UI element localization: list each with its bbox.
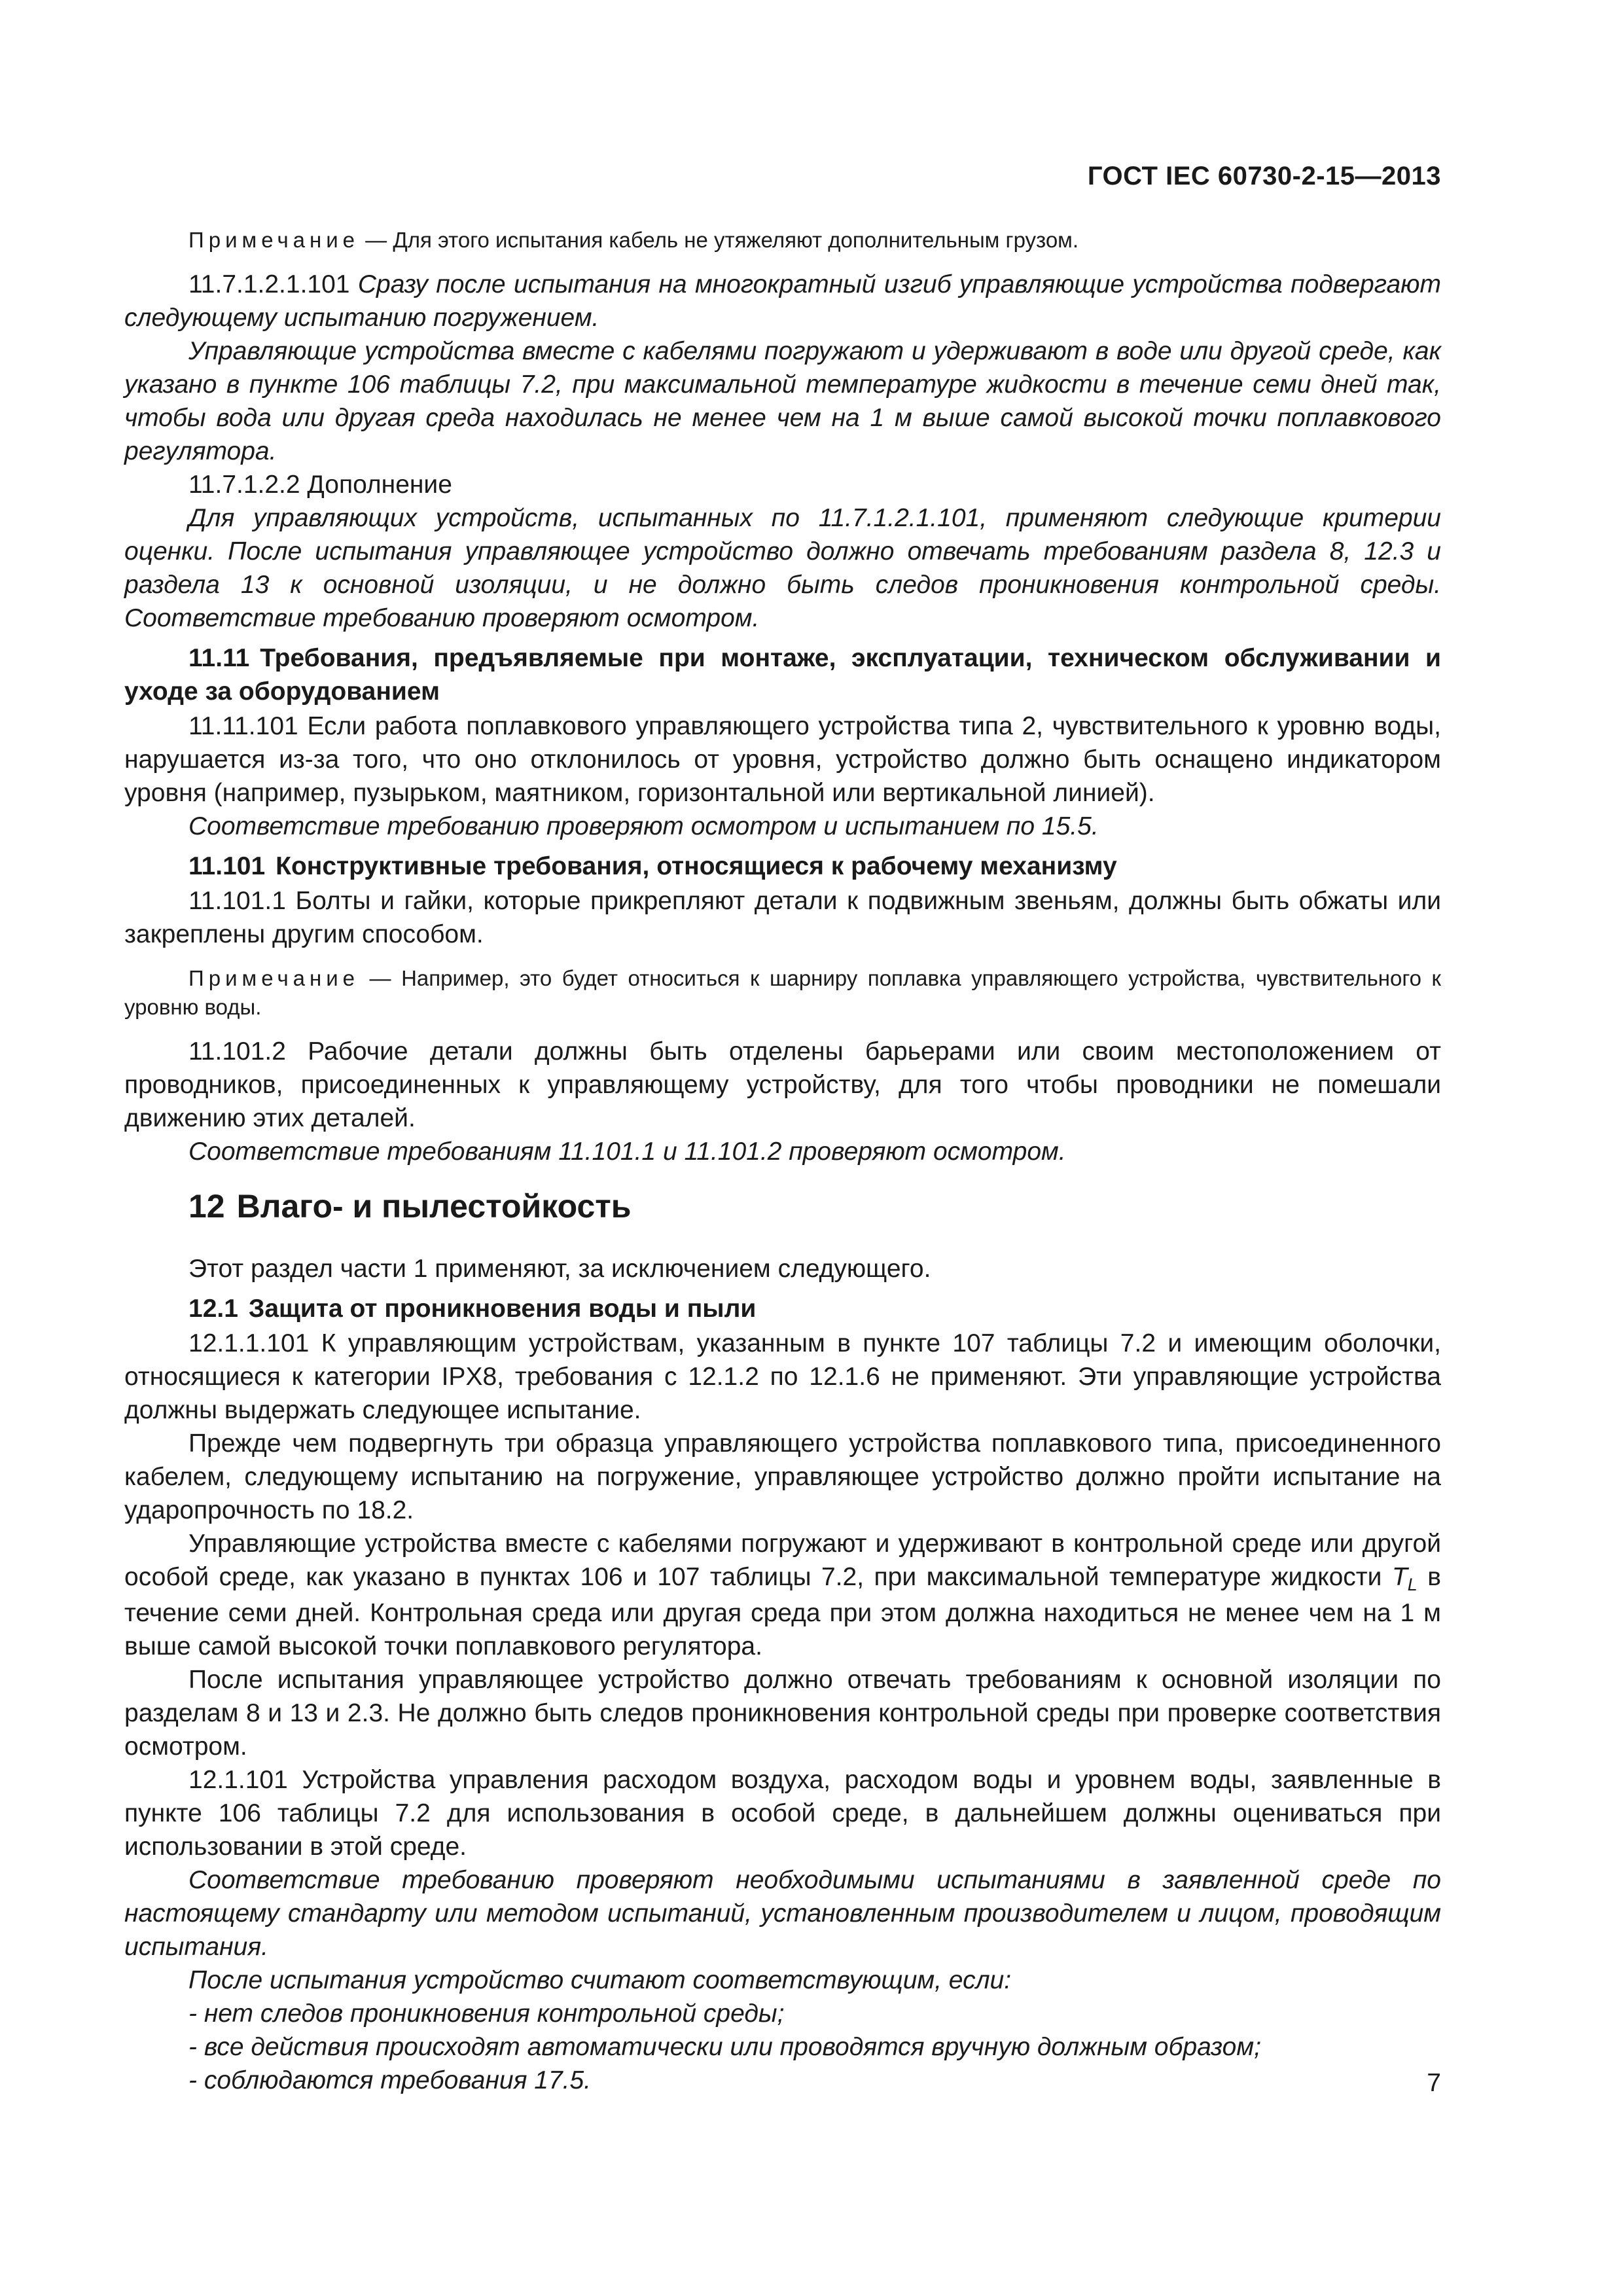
note-text: — Для этого испытания кабель не утяжеляют дополнительным грузом. bbox=[359, 228, 1079, 252]
subsection-heading bbox=[124, 641, 1441, 708]
note-text: — Например, это будет относиться к шарниру поплавка управляющего устройства, чувствительного к уровню воды. bbox=[124, 966, 1441, 1019]
subsection-number: 11.101 bbox=[188, 852, 266, 880]
subsection-number: 12.1 bbox=[188, 1295, 238, 1323]
section-title: Влаго- и пылестойкость bbox=[236, 1188, 632, 1225]
clause-paragraph bbox=[124, 268, 1441, 334]
note-label: Примечание bbox=[188, 966, 360, 990]
note-label: Примечание bbox=[188, 228, 360, 252]
paragraph: Управляющие устройства вместе с кабелями погружают и удерживают в воде или другой среде, как указано в пункте 106 таблицы 7.2, при максимальной температуре жидкости в течение семи дней так, чтобы вода или другая среда находилась не менее чем на 1 м выше самой высокой точки поплавкового регулятора. bbox=[124, 337, 1441, 465]
paragraph: Соответствие требованиям 11.101.1 и 11.101.2 проверяют осмотром. bbox=[188, 1138, 1066, 1166]
paragraph: 12.1.1.101 К управляющим устройствам, указанным в пункте 107 таблицы 7.2 и имеющим оболочки, относящиеся к категории IPX8, требования с 12.1.2 по 12.1.6 не применяют. Эти управляющие устройства должны выдержать следующее испытание. bbox=[124, 1329, 1441, 1424]
section-heading bbox=[188, 1187, 1441, 1226]
paragraph: 11.7.1.2.2 Дополнение bbox=[188, 471, 452, 499]
subsection-heading bbox=[124, 850, 1441, 883]
paragraph-text: в течение семи дней. Контрольная среда или другая среда при этом должна находиться не менее чем на 1 м выше самой высокой точки поплавкового регулятора. bbox=[124, 1563, 1442, 1660]
paragraph: Соответствие требованию проверяют осмотром и испытанием по 15.5. bbox=[188, 812, 1099, 840]
paragraph: 11.101.2 Рабочие детали должны быть отделены барьерами или своим местоположением от проводников, присоединенных к управляющему устройству, для того чтобы проводники не помешали движению этих деталей. bbox=[124, 1037, 1441, 1132]
note-paragraph bbox=[124, 226, 1441, 255]
page-number: 7 bbox=[1427, 2069, 1441, 2097]
paragraph: Прежде чем подвергнуть три образца управляющего устройства поплавкового типа, присоединенного кабелем, следующему испытанию на погружение, управляющее устройство должно пройти испытание на ударопрочность по 18.2. bbox=[124, 1429, 1441, 1524]
document-body bbox=[124, 226, 1441, 2097]
document-code-header: ГОСТ IEC 60730-2-15—2013 bbox=[1087, 162, 1441, 190]
note-paragraph bbox=[124, 964, 1441, 1022]
paragraph: После испытания устройство считают соответствующим, если: bbox=[188, 1966, 1012, 1994]
subsection-title: Защита от проникновения воды и пыли bbox=[248, 1295, 757, 1323]
paragraph: Этот раздел части 1 применяют, за исключением следующего. bbox=[188, 1255, 931, 1283]
section-number: 12 bbox=[188, 1188, 225, 1225]
paragraph: 11.11.101 Если работа поплавкового управляющего устройства типа 2, чувствительного к уровню воды, нарушается из-за того, что оно отклонилось от уровня, устройство должно быть оснащено индикатором уровня (например, пузырьком, маятником, горизонтальной или вертикальной линией). bbox=[124, 712, 1441, 807]
list-item: - нет следов проникновения контрольной среды; bbox=[188, 2000, 785, 2028]
subsection-title: Конструктивные требования, относящиеся к рабочему механизму bbox=[276, 852, 1117, 880]
list-item: - соблюдаются требования 17.5. bbox=[188, 2066, 592, 2094]
paragraph: 12.1.101 Устройства управления расходом воздуха, расходом воды и уровнем воды, заявленные в пункте 106 таблицы 7.2 для использования в особой среде, в дальнейшем должны оцениваться при использовании в этой среде. bbox=[124, 1766, 1441, 1861]
subsection-heading bbox=[124, 1292, 1441, 1325]
subsection-title: Требования, предъявляемые при монтаже, эксплуатации, техническом обслуживании и уходе за оборудованием bbox=[124, 644, 1441, 706]
list-item: - все действия происходят автоматически или проводятся вручную должным образом; bbox=[188, 2033, 1261, 2061]
temperature-symbol: T bbox=[1391, 1563, 1408, 1591]
paragraph: После испытания управляющее устройство должно отвечать требованиям к основной изоляции по разделам 8 и 13 и 2.3. Не должно быть следов проникновения контрольной среды при проверке соответствия осмотром. bbox=[124, 1666, 1441, 1761]
paragraph bbox=[124, 1527, 1441, 1663]
subsection-number: 11.11 bbox=[188, 644, 250, 672]
paragraph-text: Управляющие устройства вместе с кабелями погружают и удерживают в контрольной среде или другой особой среде, как указано в пунктах 106 и 107 таблицы 7.2, при максимальной температуре жидкости bbox=[124, 1530, 1441, 1591]
paragraph: Соответствие требованию проверяют необходимыми испытаниями в заявленной среде по настоящему стандарту или методом испытаний, установленным производителем и лицом, проводящим испытания. bbox=[124, 1866, 1441, 1961]
paragraph: 11.101.1 Болты и гайки, которые прикрепляют детали к подвижным звеньям, должны быть обжаты или закреплены другим способом. bbox=[124, 887, 1441, 948]
paragraph: Для управляющих устройств, испытанных по 11.7.1.2.1.101, применяют следующие критерии оценки. После испытания управляющее устройство должно отвечать требованиям раздела 8, 12.3 и раздела 13 к основной изоляции, и не должно быть следов проникновения контрольной среды. Соответствие требованию проверяют осмотром. bbox=[124, 504, 1441, 632]
clause-number: 11.7.1.2.1.101 bbox=[188, 270, 350, 298]
clause-text: Сразу после испытания на многократный изгиб управляющие устройства подвергают следующему испытанию погружением. bbox=[124, 270, 1441, 332]
temperature-subscript: L bbox=[1407, 1575, 1418, 1594]
